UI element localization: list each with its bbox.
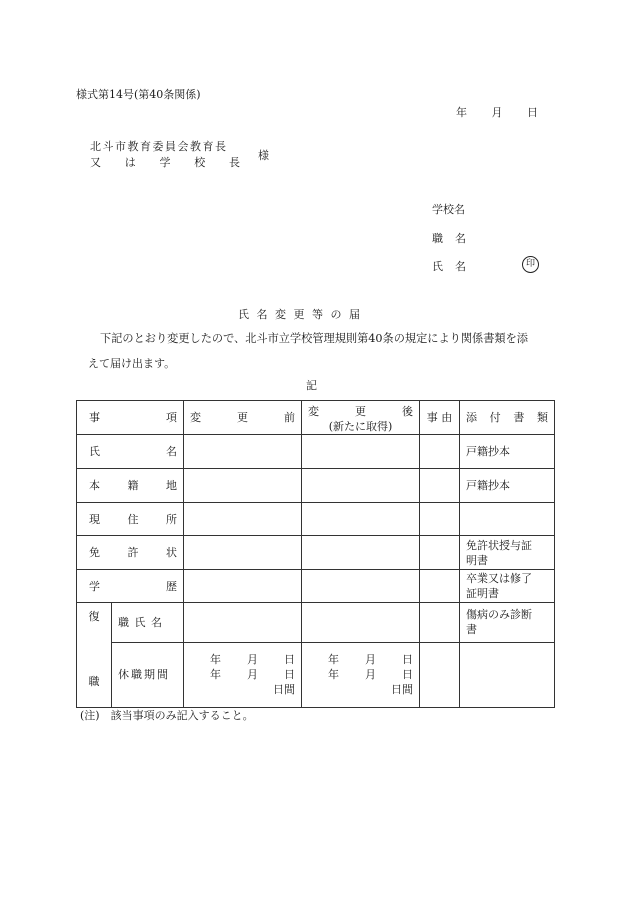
docs-cell: 免許状授与証 明書	[460, 536, 555, 570]
label-char: 許	[127, 546, 139, 559]
label-char: 地	[166, 479, 177, 492]
position-label	[432, 230, 466, 246]
addressee-char: 長	[229, 156, 240, 169]
addressee-char: 又	[90, 156, 101, 169]
name-label	[432, 258, 466, 274]
reason-cell[interactable]	[420, 570, 460, 603]
table-row	[77, 570, 555, 603]
row-label-name	[77, 435, 184, 469]
row-label-honseki	[77, 469, 184, 503]
month-label: 月	[247, 653, 258, 667]
table-row	[77, 603, 555, 643]
label-char: 住	[127, 512, 139, 526]
row-label-leave-period: 休職期間	[112, 642, 184, 707]
ki-label: 記	[306, 379, 317, 392]
year-label: 年	[210, 668, 221, 682]
label-char: 所	[166, 512, 177, 526]
days-label: 日間	[273, 683, 295, 697]
after-cell[interactable]	[302, 469, 420, 503]
footnote: (注) 該当事項のみ記入すること。	[80, 709, 254, 722]
header-char: 変	[308, 404, 319, 418]
table-row	[77, 435, 555, 469]
reason-cell[interactable]	[420, 503, 460, 536]
header-reason: 事 由	[420, 401, 460, 435]
reason-cell[interactable]	[420, 642, 460, 707]
label-char: 免	[89, 546, 100, 559]
label-char: 状	[166, 546, 177, 559]
seal-mark: 印	[522, 256, 539, 273]
table-row	[77, 503, 555, 536]
honorific: 様	[258, 149, 269, 162]
leave-period-after[interactable]	[302, 642, 420, 707]
docs-cell: 卒業又は修了 証明書	[460, 570, 555, 603]
school-name-label: 学校名	[432, 203, 465, 216]
label-char: 名	[455, 260, 466, 273]
year-label: 年	[456, 106, 467, 119]
addressee-line1: 北斗市教育委員会教育長	[90, 140, 228, 153]
reason-cell[interactable]	[420, 536, 460, 570]
header-item	[77, 401, 184, 435]
day-label: 日	[402, 668, 413, 682]
header-char: 類	[536, 411, 548, 424]
header-char: 変	[190, 411, 201, 424]
label-char: 歴	[166, 579, 177, 593]
header-after	[302, 401, 420, 435]
header-char: 更	[237, 411, 248, 424]
label-char: 氏	[432, 260, 443, 273]
label-char: 現	[89, 512, 100, 526]
before-cell[interactable]	[184, 435, 302, 469]
reason-cell[interactable]	[420, 435, 460, 469]
month-label: 月	[491, 106, 503, 119]
fukushoku-group-label	[77, 603, 112, 708]
group-char: 復	[88, 610, 100, 623]
header-char: 後	[402, 404, 413, 418]
month-label: 月	[247, 668, 258, 682]
addressee-line2	[90, 154, 240, 170]
docs-cell: 戸籍抄本	[460, 435, 555, 469]
header-char: 項	[166, 411, 177, 424]
month-label: 月	[365, 668, 376, 682]
year-label: 年	[328, 653, 339, 667]
header-char: 更	[355, 404, 366, 418]
document-title: 氏 名 変 更 等 の 届	[238, 308, 362, 321]
group-char: 職	[88, 675, 100, 688]
label-char: 籍	[127, 479, 139, 492]
after-cell[interactable]	[302, 435, 420, 469]
form-number: 様式第14号(第40条関係)	[76, 88, 201, 101]
before-cell[interactable]	[184, 469, 302, 503]
row-label-address	[77, 503, 184, 536]
label-char: 職	[432, 232, 443, 245]
header-char: 前	[284, 411, 295, 424]
label-char: 名	[166, 445, 177, 458]
day-label: 日	[402, 653, 413, 667]
docs-cell: 戸籍抄本	[460, 469, 555, 503]
change-form-table	[76, 400, 555, 708]
before-cell[interactable]	[184, 570, 302, 603]
body-line-1: 下記のとおり変更したので、北斗市立学校管理規則第40条の規定により関係書類を添	[100, 332, 528, 345]
day-label: 日	[527, 106, 538, 119]
before-cell[interactable]	[184, 503, 302, 536]
docs-cell	[460, 642, 555, 707]
after-cell[interactable]	[302, 536, 420, 570]
year-label: 年	[210, 653, 221, 667]
day-label: 日	[284, 668, 295, 682]
label-char: 本	[89, 479, 100, 492]
addressee-char: は	[124, 156, 136, 169]
table-row	[77, 536, 555, 570]
month-label: 月	[365, 653, 376, 667]
row-label-license	[77, 536, 184, 570]
docs-cell: 傷病のみ診断 書	[460, 603, 555, 643]
day-label: 日	[284, 653, 295, 667]
table-row	[77, 642, 555, 707]
header-char: 添	[466, 411, 477, 424]
label-char: 氏	[89, 445, 100, 458]
reason-cell[interactable]	[420, 469, 460, 503]
header-char: 書	[513, 411, 525, 424]
header-after-note: (新たに取得)	[328, 419, 393, 433]
after-cell[interactable]	[302, 503, 420, 536]
label-char: 学	[89, 579, 100, 593]
addressee-char: 学	[159, 156, 171, 169]
reason-cell[interactable]	[420, 603, 460, 643]
year-label: 年	[328, 668, 339, 682]
after-cell[interactable]	[302, 570, 420, 603]
before-cell[interactable]	[184, 603, 302, 643]
days-label: 日間	[391, 683, 413, 697]
label-char: 名	[455, 232, 466, 245]
date-line	[456, 104, 538, 120]
header-char: 付	[489, 411, 501, 424]
header-docs	[460, 401, 555, 435]
table-row	[77, 469, 555, 503]
header-before	[184, 401, 302, 435]
leave-period-before[interactable]	[184, 642, 302, 707]
addressee-char: 校	[194, 156, 206, 169]
after-cell[interactable]	[302, 603, 420, 643]
row-label-education	[77, 570, 184, 603]
docs-cell	[460, 503, 555, 536]
row-label-former-name: 職 氏 名	[112, 603, 184, 643]
table-header-row	[77, 401, 555, 435]
body-line-2: えて届け出ます。	[88, 357, 176, 370]
before-cell[interactable]	[184, 536, 302, 570]
header-char: 事	[89, 411, 100, 424]
